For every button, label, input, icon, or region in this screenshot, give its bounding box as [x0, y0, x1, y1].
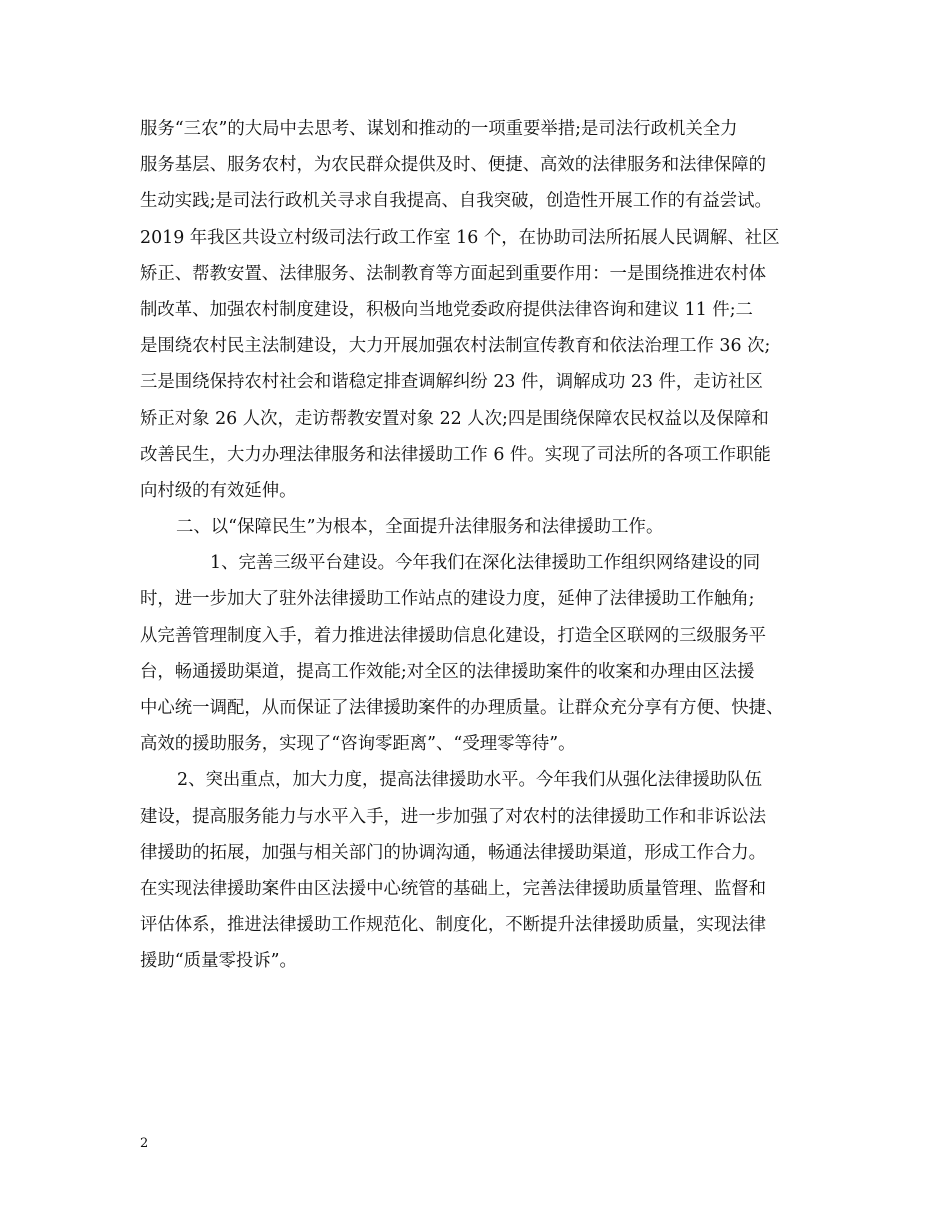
text-line: 评估体系，推进法律援助工作规范化、制度化，不断提升法律援助质量，实现法律 [140, 915, 767, 936]
text-line: 从完善管理制度入手，着力推进法律援助信息化建设，打造全区联网的三级服务平 [140, 625, 767, 646]
text-line: 矫正、帮教安置、法律服务、法制教育等方面起到重要作用：一是围绕推进农村体 [140, 263, 767, 284]
text-line: 中心统一调配，从而保证了法律援助案件的办理质量。让群众充分享有方便、快捷、 [140, 698, 784, 718]
text-line: 改善民生，大力办理法律服务和法律援助工作 6 件。实现了司法所的各项工作职能 [140, 444, 771, 465]
body-text [140, 111, 820, 980]
text-line: 律援助的拓展，加强与相关部门的协调沟通，畅通法律援助渠道，形成工作合力。 [140, 842, 767, 863]
text-line: 在实现法律援助案件由区法援中心统管的基础上，完善法律援助质量管理、监督和 [140, 878, 767, 899]
text-line: 矫正对象 26 人次，走访帮教安置对象 22 人次;四是围绕保障农民权益以及保障和 [140, 408, 769, 429]
text-line: 服务“三农”的大局中去思考、谋划和推动的一项重要举措;是司法行政机关全力 [140, 119, 738, 139]
text-line: 高效的援助服务，实现了“咨询零距离”、“受理零等待”。 [140, 734, 576, 755]
text-line: 三是围绕保持农村社会和谐稳定排查调解纠纷 23 件，调解成功 23 件，走访社区 [140, 372, 763, 393]
text-line: 2019 年我区共设立村级司法行政工作室 16 个，在协助司法所拓展人民调解、社区 [140, 227, 780, 248]
text-line: 是围绕农村民主法制建设，大力开展加强农村法制宣传教育和依法治理工作 36 次; [140, 336, 771, 357]
text-line: 时，进一步加大了驻外法律援助工作站点的建设力度，延伸了法律援助工作触角; [140, 589, 755, 610]
text-line: 生动实践;是司法行政机关寻求自我提高、自我突破，创造性开展工作的有益尝试。 [140, 191, 772, 212]
text-line: 建设，提高服务能力与水平入手，进一步加强了对农村的法律援助工作和非诉讼法 [140, 806, 767, 827]
text-line: 援助“质量零投诉”。 [140, 951, 297, 972]
text-line: 服务基层、服务农村，为农民群众提供及时、便捷、高效的法律服务和法律保障的 [140, 155, 767, 176]
section-heading: 二、以“保障民生”为根本，全面提升法律服务和法律援助工作。 [176, 517, 664, 538]
text-line: 台，畅通援助渠道，提高工作效能;对全区的法律援助案件的收案和办理由区法援 [140, 661, 755, 682]
text-line: 向村级的有效延伸。 [140, 480, 297, 501]
text-line: 1、完善三级平台建设。今年我们在深化法律援助工作组织网络建设的同 [210, 553, 761, 574]
text-line: 2、突出重点，加大力度，提高法律援助水平。今年我们从强化法律援助队伍 [177, 770, 762, 791]
text-line: 制改革、加强农村制度建设，积极向当地党委政府提供法律咨询和建议 11 件;二 [140, 299, 753, 320]
page-number: 2 [140, 1136, 149, 1151]
